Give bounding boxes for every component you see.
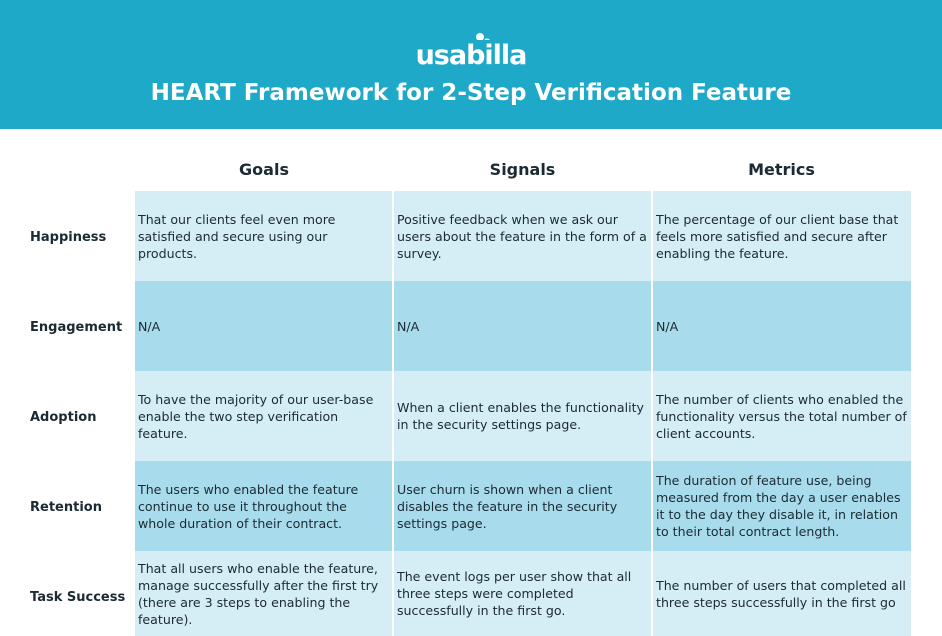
cell-engagement-metrics: N/A <box>653 281 911 371</box>
cell-adoption-metrics: The number of clients who enabled the functionality versus the total number of client accounts. <box>653 371 911 461</box>
column-header-goals: Goals <box>239 160 289 179</box>
row-label-adoption: Adoption <box>30 410 97 425</box>
usabilla-logo-dots-icon <box>0 0 942 40</box>
logo-text: usabilla <box>415 40 527 71</box>
row-label-task-success: Task Success <box>30 590 126 605</box>
row-label-engagement: Engagement <box>30 320 123 335</box>
cell-retention-signals: User churn is shown when a client disables the feature in the security settings page. <box>394 461 651 551</box>
cell-task-success-signals: The event logs per user show that all three steps were completed successfully in the first go. <box>394 551 651 636</box>
column-header-signals: Signals <box>489 160 556 179</box>
usabilla-logo <box>0 40 942 78</box>
cell-adoption-signals: When a client enables the functionality in the security settings page. <box>394 371 651 461</box>
cell-engagement-goals: N/A <box>135 281 392 371</box>
cell-adoption-goals: To have the majority of our user-base enable the two step verification feature. <box>135 371 392 461</box>
cell-retention-metrics: The duration of feature use, being measured from the day a user enables it to the day they disable it, in relation to their total contract length. <box>653 461 911 551</box>
cell-engagement-signals: N/A <box>394 281 651 371</box>
row-label-retention: Retention <box>30 500 102 515</box>
column-header-metrics: Metrics <box>748 160 815 179</box>
cell-happiness-metrics: The percentage of our client base that feels more satisfied and secure after enabling the feature. <box>653 191 911 281</box>
cell-happiness-goals: That our clients feel even more satisfied and secure using our products. <box>135 191 392 281</box>
cell-happiness-signals: Positive feedback when we ask our users about the feature in the form of a survey. <box>394 191 651 281</box>
row-label-happiness: Happiness <box>30 230 107 245</box>
cell-task-success-goals: That all users who enable the feature, manage successfully after the first try (there are 3 steps to enabling the feature). <box>135 551 392 636</box>
page-title: HEART Framework for 2-Step Verification Feature <box>150 80 792 106</box>
cell-task-success-metrics: The number of users that completed all three steps successfully in the first go <box>653 551 911 636</box>
header-banner <box>0 0 942 129</box>
cell-retention-goals: The users who enabled the feature continue to use it throughout the whole duration of their contract. <box>135 461 392 551</box>
